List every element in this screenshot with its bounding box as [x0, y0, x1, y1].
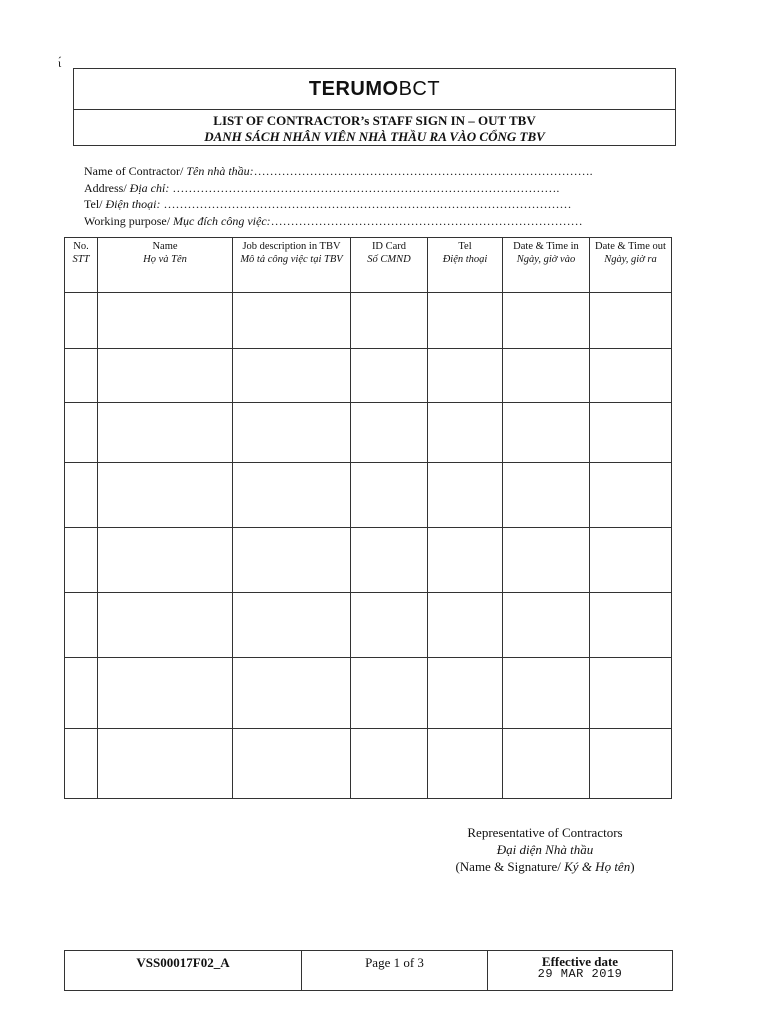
table-cell[interactable] [590, 403, 672, 463]
col-header-no: No. STT [65, 238, 98, 293]
field-address[interactable] [84, 180, 644, 197]
table-cell[interactable] [428, 729, 503, 799]
field-label-vn: Tên nhà thầu: [186, 164, 254, 178]
document-header [73, 68, 676, 146]
representative-signature [440, 824, 650, 875]
field-dots: …………………………………………………………………………. [253, 164, 593, 178]
table-cell[interactable] [590, 528, 672, 593]
table-cell[interactable] [590, 463, 672, 528]
effective-date-stamp: 29 MAR 2019 [537, 967, 623, 981]
effective-date-label: Effective date [541, 954, 619, 969]
title-vietnamese: DANH SÁCH NHÂN VIÊN NHÀ THẦU RA VÀO CỔNG TBV [204, 129, 545, 144]
table-cell[interactable] [98, 729, 233, 799]
table-cell[interactable] [233, 528, 351, 593]
table-row [65, 593, 672, 658]
table-cell[interactable] [233, 463, 351, 528]
table-cell[interactable] [503, 463, 590, 528]
contractor-fields [84, 163, 644, 229]
table-cell[interactable] [351, 349, 428, 403]
table-header-row [65, 238, 672, 293]
table-cell[interactable] [351, 593, 428, 658]
table-cell[interactable] [503, 528, 590, 593]
col-header-time-in: Date & Time in Ngày, giờ vào [503, 238, 590, 293]
table-cell[interactable] [428, 658, 503, 729]
table-cell[interactable] [98, 293, 233, 349]
table-cell[interactable] [65, 658, 98, 729]
table-cell[interactable] [503, 593, 590, 658]
field-label: Working purpose/ [84, 213, 174, 228]
table-cell[interactable] [503, 658, 590, 729]
table-cell[interactable] [428, 403, 503, 463]
table-cell[interactable] [503, 729, 590, 799]
table-cell[interactable] [233, 293, 351, 349]
col-header-time-out: Date & Time out Ngày, giờ ra [590, 238, 672, 293]
rep-sign-line: (Name & Signature/ Ký & Họ tên) [455, 859, 635, 874]
table-cell[interactable] [65, 528, 98, 593]
table-cell[interactable] [590, 593, 672, 658]
table-cell[interactable] [351, 403, 428, 463]
col-header-job: Job description in TBV Mô tả công việc tại TBV [233, 238, 351, 293]
table-cell[interactable] [233, 658, 351, 729]
rep-title-vn: Đại diện Nhà thầu [496, 842, 594, 857]
table-cell[interactable] [65, 293, 98, 349]
field-contractor-name[interactable] [84, 163, 644, 180]
table-cell[interactable] [233, 593, 351, 658]
table-cell[interactable] [98, 593, 233, 658]
table-cell[interactable] [351, 528, 428, 593]
table-cell[interactable] [233, 403, 351, 463]
table-cell[interactable] [503, 403, 590, 463]
table-cell[interactable] [503, 293, 590, 349]
staff-sign-table [64, 237, 672, 799]
table-cell[interactable] [98, 403, 233, 463]
field-label-vn: Địa chỉ: [129, 180, 173, 195]
table-cell[interactable] [351, 658, 428, 729]
field-label: Tel/ [84, 197, 106, 211]
table-cell[interactable] [98, 349, 233, 403]
table-cell[interactable] [98, 658, 233, 729]
col-header-id-card: ID Card Số CMND [351, 238, 428, 293]
table-row [65, 729, 672, 799]
table-cell[interactable] [503, 349, 590, 403]
logo-thin-text: BCT [398, 77, 441, 100]
table-cell[interactable] [65, 403, 98, 463]
table-body [65, 293, 672, 799]
table-cell[interactable] [233, 729, 351, 799]
table-cell[interactable] [65, 463, 98, 528]
col-header-name: Name Họ và Tên [98, 238, 233, 293]
table-cell[interactable] [590, 293, 672, 349]
col-header-tel: Tel Điện thoại [428, 238, 503, 293]
table-cell[interactable] [65, 349, 98, 403]
table-row [65, 528, 672, 593]
effective-date [488, 951, 673, 991]
table-row [65, 349, 672, 403]
corner-mark: ɩ́ [58, 56, 62, 70]
logo-bold-text: TERUMO [308, 77, 399, 100]
company-logo [74, 69, 675, 110]
table-cell[interactable] [98, 463, 233, 528]
table-cell[interactable] [428, 349, 503, 403]
table-cell[interactable] [590, 658, 672, 729]
field-dots: ………………………………………………………………………………………… [163, 197, 572, 211]
table-row [65, 293, 672, 349]
field-label: Name of Contractor/ [84, 164, 187, 178]
title-english: LIST OF CONTRACTOR’s STAFF SIGN IN – OUT TBV [213, 113, 536, 128]
document-footer [64, 950, 673, 991]
field-dots: …………………………………………………………………… [270, 213, 583, 228]
table-cell[interactable] [351, 729, 428, 799]
table-cell[interactable] [65, 593, 98, 658]
field-label-vn: Điện thoại: [105, 197, 164, 211]
table-cell[interactable] [233, 349, 351, 403]
page-number: Page 1 of 3 [302, 951, 488, 991]
field-tel[interactable] [84, 196, 644, 213]
document-title [74, 110, 675, 145]
field-working-purpose[interactable] [84, 213, 644, 230]
field-dots: ……………………………………………………………………………………. [172, 180, 560, 195]
document-code: VSS00017F02_A [65, 951, 302, 991]
table-row [65, 463, 672, 528]
table-cell[interactable] [428, 293, 503, 349]
table-row [65, 403, 672, 463]
table-cell[interactable] [351, 293, 428, 349]
table-cell[interactable] [65, 729, 98, 799]
table-cell[interactable] [428, 593, 503, 658]
table-cell[interactable] [428, 463, 503, 528]
table-cell[interactable] [590, 729, 672, 799]
table-cell[interactable] [98, 528, 233, 593]
rep-title-en: Representative of Contractors [467, 825, 623, 840]
field-label-vn: Mục đích công việc: [173, 213, 271, 228]
field-label: Address/ [84, 180, 130, 195]
table-row [65, 658, 672, 729]
table-cell[interactable] [351, 463, 428, 528]
table-cell[interactable] [428, 528, 503, 593]
table-cell[interactable] [590, 349, 672, 403]
